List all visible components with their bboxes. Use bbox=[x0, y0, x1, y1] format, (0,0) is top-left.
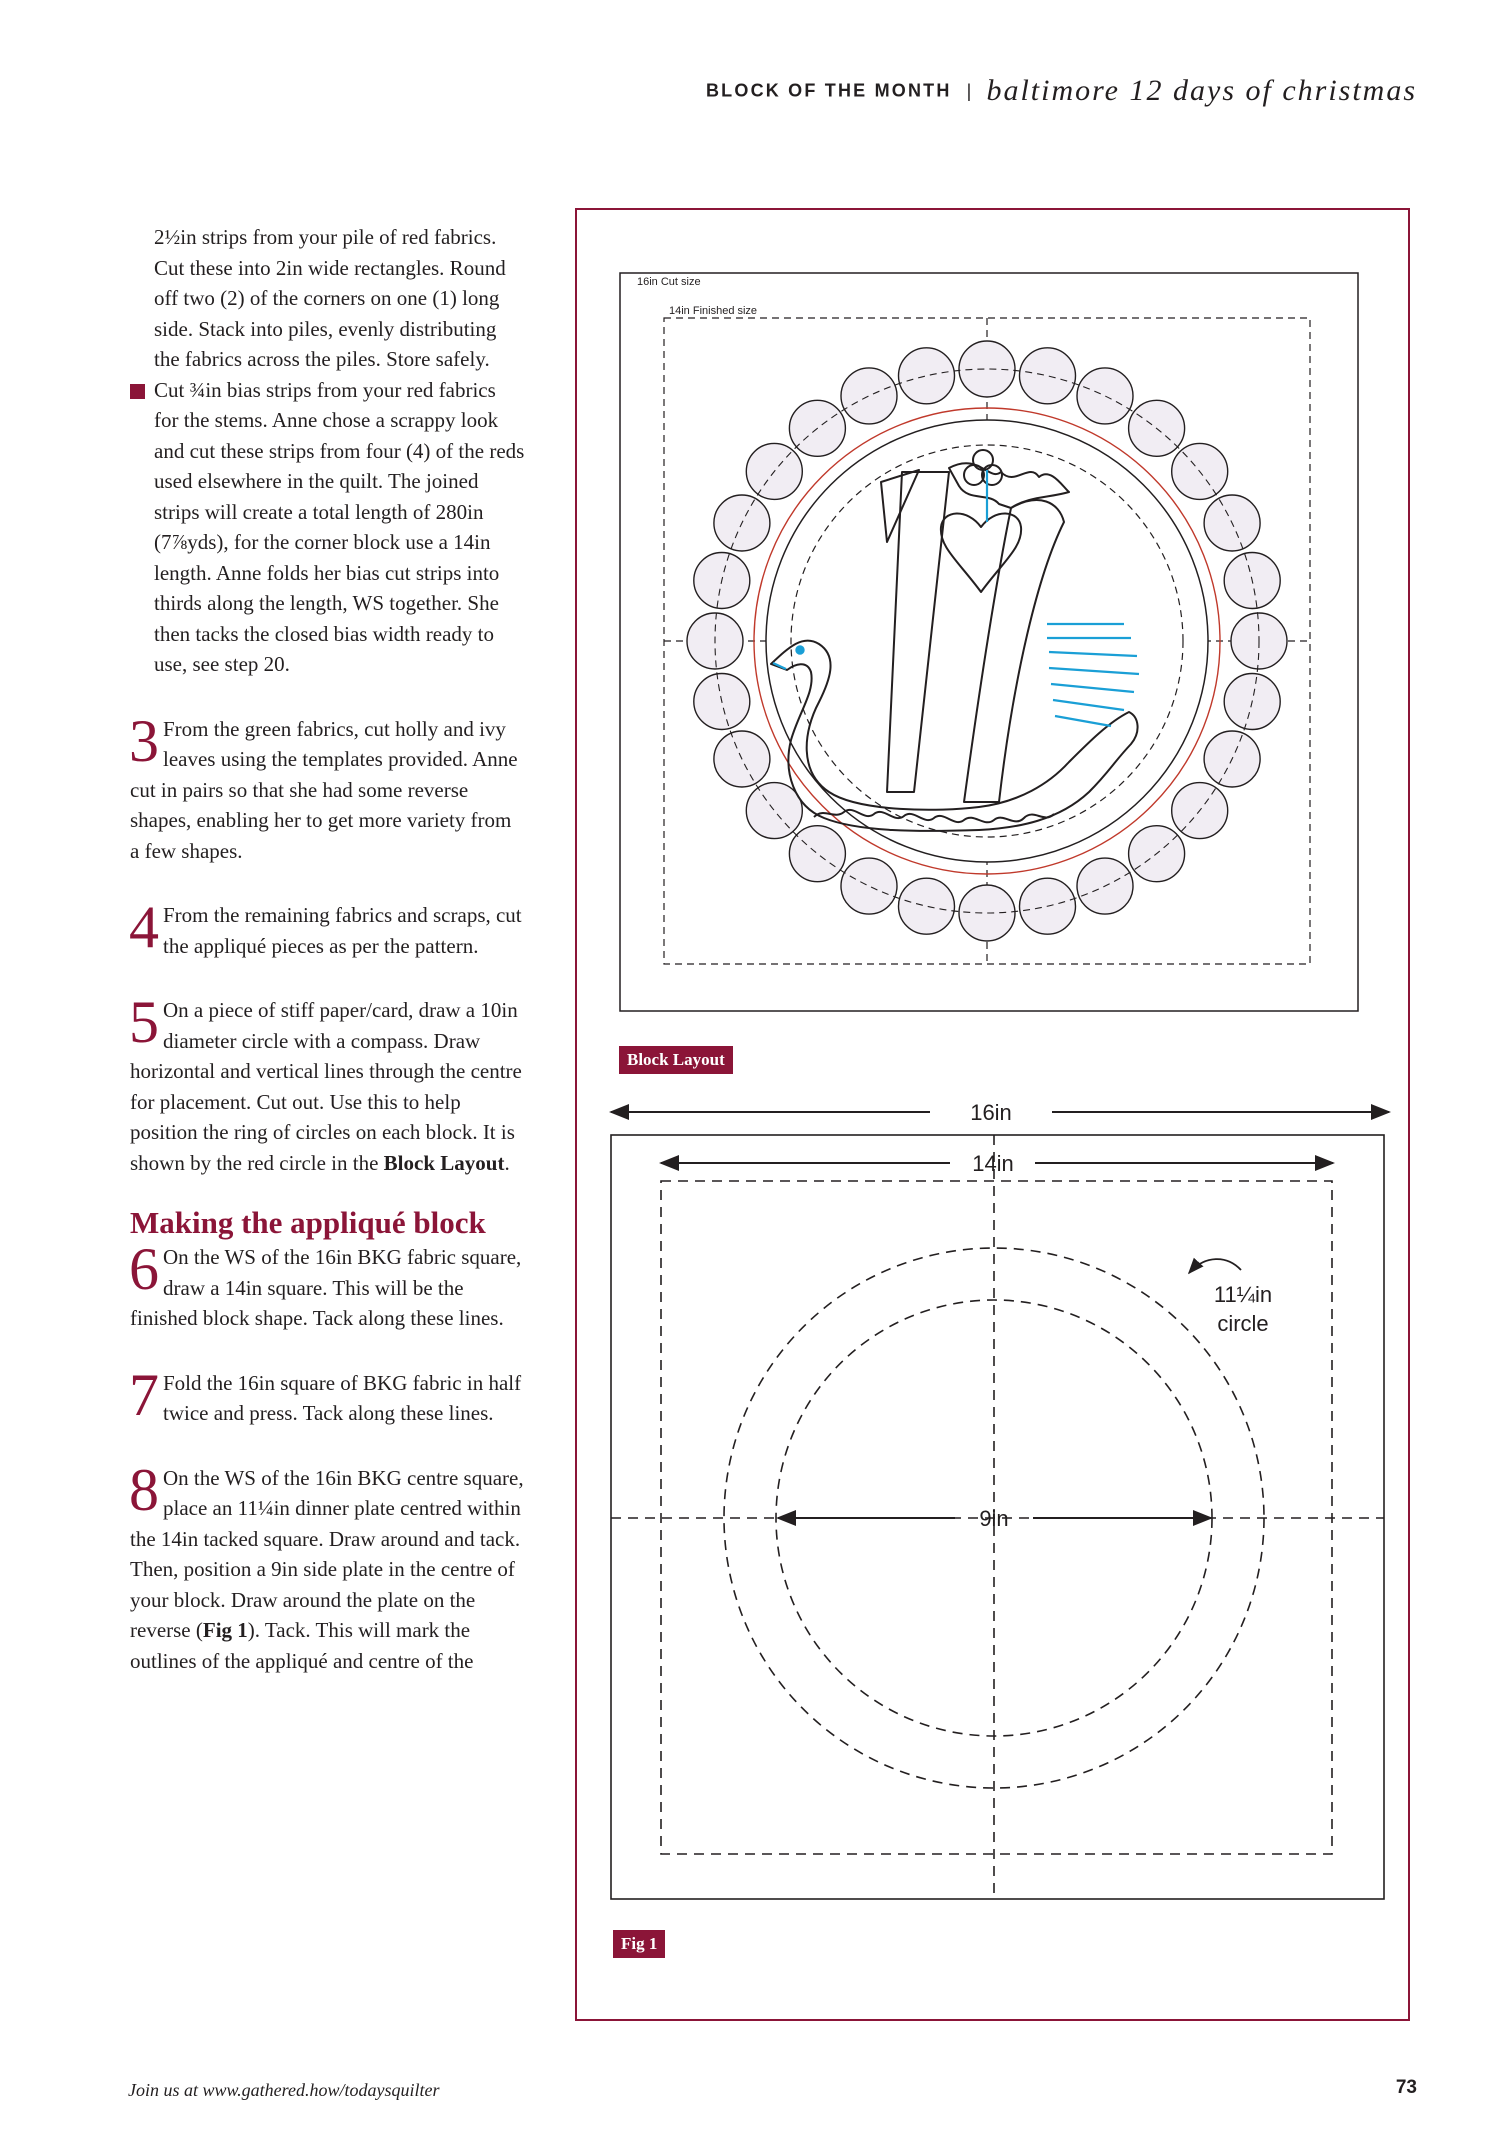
outer-width-label: 16in bbox=[970, 1100, 1012, 1125]
step-6 bbox=[129, 1236, 525, 1334]
step-4 bbox=[129, 894, 525, 961]
ring-circle bbox=[899, 348, 955, 404]
bias-strip-bullet bbox=[130, 375, 525, 680]
ring-circle bbox=[959, 885, 1015, 941]
step-7 bbox=[129, 1361, 525, 1429]
step-6-number: 6 bbox=[129, 1236, 159, 1302]
step-7-number: 7 bbox=[129, 1361, 159, 1428]
cut-size-label: 16in Cut size bbox=[637, 276, 701, 288]
ring-circle bbox=[1077, 368, 1133, 424]
bias-strip-text: Cut ¾in bias strips from your red fabrics for the stems. Anne chose a scrappy look and cut these strips from four (4) of the reds used elsewhere in the quilt. The joined strips will create a total length of 280in (7⅞yds), for the corner block use a 14in length. Anne folds her bias cut strips into thirds along the length, WS together. She then tacks the closed bias width ready to use, see step 20. bbox=[154, 377, 525, 676]
step-8-end: ). Tack. This will mark the outlines of the appliqué and centre of the bbox=[130, 1618, 474, 1673]
section-heading: Making the appliqué block bbox=[130, 1205, 486, 1240]
step-5-end: . bbox=[504, 1150, 510, 1175]
step-7-text: Fold the 16in square of BKG fabric in half twice and press. Tack along these lines. bbox=[163, 1370, 522, 1425]
step-5-bold: Block Layout bbox=[383, 1150, 505, 1175]
block-layout-caption: Block Layout bbox=[619, 1046, 733, 1074]
circle-callout-arrow bbox=[1189, 1259, 1241, 1273]
block-layout-diagram bbox=[619, 272, 1360, 1014]
step-8-text: On the WS of the 16in BKG centre square, place an 11¼in dinner plate centred within the 14in tacked square. Draw around and tack. Then, position a 9in side plate in the centre of your block. Draw around the plate on the reverse ( bbox=[130, 1465, 524, 1642]
step-5-number: 5 bbox=[129, 989, 159, 1055]
swan-eye bbox=[796, 646, 803, 653]
step-3-text: From the green fabrics, cut holly and ivy leaves using the templates provided. Anne cut in pairs so that she had some reverse shapes, enabling her to get more variety from a few shapes. bbox=[130, 716, 518, 863]
ring-circle bbox=[959, 341, 1015, 397]
circle-label-size: 11¼in bbox=[1213, 1282, 1273, 1307]
ring-circle bbox=[841, 368, 897, 424]
continuation-paragraph: 2½in strips from your pile of red fabrics. Cut these into 2in wide rectangles. Round off two (2) of the corners on one (1) long side. Stack into piles, evenly distributing the fabrics across the piles. Store safely. bbox=[154, 225, 506, 371]
circle-label-word: circle bbox=[1217, 1311, 1269, 1336]
instructions-column bbox=[130, 222, 525, 1676]
step-5 bbox=[129, 989, 525, 1178]
step-6-text: On the WS of the 16in BKG fabric square, draw a 14in square. This will be the finished block shape. Tack along these lines. bbox=[130, 1245, 522, 1330]
ring-circle bbox=[789, 826, 845, 882]
step-4-text: From the remaining fabrics and scraps, cut the appliqué pieces as per the pattern. bbox=[163, 903, 522, 958]
inner-width-label: 14in bbox=[972, 1151, 1014, 1176]
bullet-square-icon bbox=[130, 384, 145, 399]
step-8-number: 8 bbox=[129, 1456, 159, 1523]
section-title: BLOCK OF THE MONTH bbox=[705, 80, 952, 101]
step-8-bold-num: 1 bbox=[237, 1618, 248, 1642]
header-separator: | bbox=[966, 80, 972, 101]
step-5-text: On a piece of stiff paper/card, draw a 10in diameter circle with a compass. Draw horizontal and vertical lines through the centre for placement. Cut out. Use this to help position the ring of circles on each block. It is shown by the red circle in the bbox=[130, 998, 522, 1175]
step-3 bbox=[129, 707, 525, 867]
page-header bbox=[706, 74, 1417, 108]
step-4-number: 4 bbox=[129, 894, 159, 960]
ring-circle bbox=[899, 878, 955, 934]
step-3-number: 3 bbox=[129, 707, 159, 774]
step-8-bold-fig: Fig bbox=[202, 1618, 233, 1642]
finished-size-label: 14in Finished size bbox=[669, 305, 758, 317]
fig1-diagram bbox=[605, 1095, 1395, 1915]
page-number: 73 bbox=[1395, 2077, 1417, 2098]
fig1-caption: Fig 1 bbox=[613, 1930, 665, 1958]
diameter-label: 9in bbox=[979, 1506, 1009, 1531]
step-8 bbox=[129, 1456, 525, 1677]
ring-circle bbox=[1020, 348, 1076, 404]
series-title: baltimore 12 days of christmas bbox=[986, 74, 1417, 107]
ring-circle bbox=[746, 783, 802, 839]
ring-circle bbox=[841, 858, 897, 914]
footer-link[interactable]: Join us at www.gathered.how/todaysquilter bbox=[128, 2080, 440, 2100]
